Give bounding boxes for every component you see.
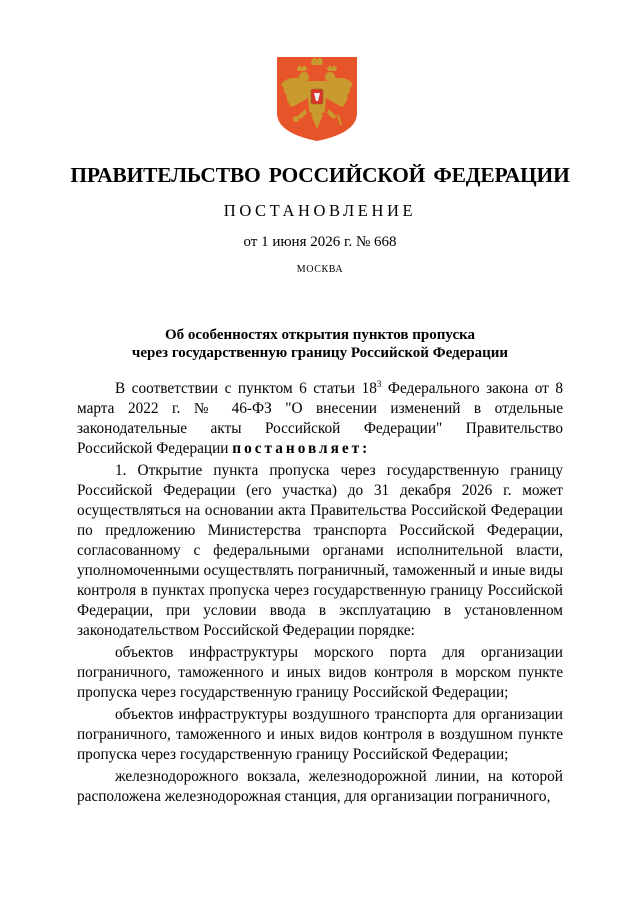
document-body	[77, 379, 563, 807]
coat-of-arms-emblem	[275, 55, 359, 143]
document-subject	[0, 326, 640, 362]
preamble-paragraph	[77, 379, 563, 459]
preamble-text-middle: Федерального закона от 8 марта 2022 г. № 46-ФЗ "О внесении изменений в отдельные законодательные акты Российской Федерации" Правительство Российской Федерации	[77, 380, 563, 457]
resolution-keyword: постановляет:	[232, 440, 371, 457]
subject-line-2: через государственную границу Российской Федерации	[131, 345, 509, 361]
paragraph-1: 1. Открытие пункта пропуска через государственную границу Российской Федерации (его участка) до 31 декабря 2026 г. может осуществляться на основании акта Правительства Российской Федерации по предложению Министерства транспорта Российской Федерации, согласованному с федеральными органами исполнительной власти, уполномоченными осуществлять пограничный, таможенный и иные виды контроля в пунктах пропуска через государственную границу Российской Федерации, при условии ввода в эксплуатацию в установленном законодательством Российской Федерации порядке:	[77, 462, 563, 639]
paragraph-railway: железнодорожного вокзала, железнодорожной линии, на которой расположена железнодорожная станция, для организации пограничного,	[77, 768, 563, 805]
double-headed-eagle-icon	[275, 55, 359, 143]
government-title: ПРАВИТЕЛЬСТВО РОССИЙСКОЙ ФЕДЕРАЦИИ	[70, 163, 570, 187]
paragraph-seaport: объектов инфраструктуры морского порта для организации пограничного, таможенного и иных видов контроля в морском пункте пропуска через государственную границу Российской Федерации;	[77, 644, 563, 701]
preamble-text-start: В соответствии с пунктом 6 статьи 18	[115, 380, 377, 397]
document-date-number: от 1 июня 2026 г. № 668	[243, 234, 397, 250]
document-city: МОСКВА	[296, 264, 344, 275]
article-superscript: 3	[376, 379, 382, 389]
paragraph-airport: объектов инфраструктуры воздушного транспорта для организации пограничного, таможенного и иных видов контроля в воздушном пункте пропуска через государственную границу Российской Федерации;	[77, 706, 563, 763]
document-type: ПОСТАНОВЛЕНИЕ	[223, 201, 417, 220]
subject-line-1: Об особенностях открытия пунктов пропуска	[164, 327, 476, 343]
